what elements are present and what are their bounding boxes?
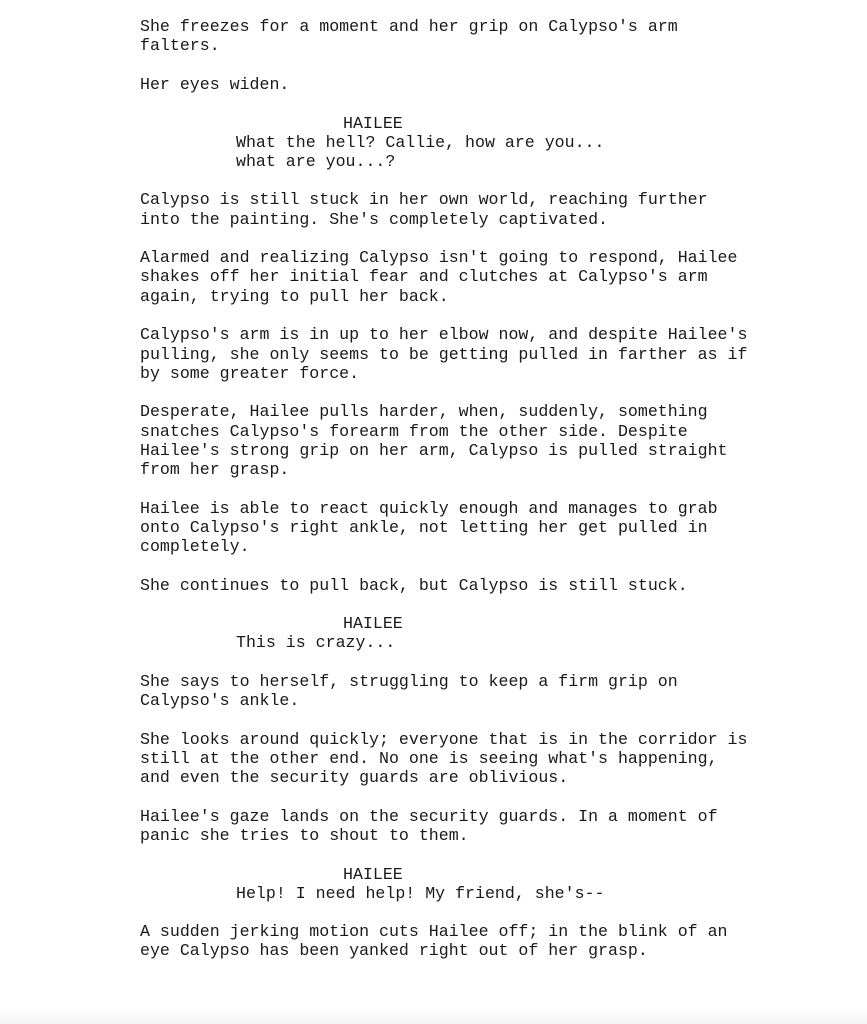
page-bottom-edge: [0, 1006, 867, 1024]
action-line: snatches Calypso's forearm from the other side. Despite: [140, 422, 688, 441]
action-line: completely.: [140, 537, 250, 556]
action-line: Calypso's ankle.: [140, 691, 300, 710]
action-line: Calypso is still stuck in her own world, reaching further: [140, 190, 708, 209]
action-line: Alarmed and realizing Calypso isn't going to respond, Hailee: [140, 248, 738, 267]
action-line: into the painting. She's completely captivated.: [140, 210, 609, 229]
action-line: Hailee is able to react quickly enough and manages to grab: [140, 499, 718, 518]
action-line: She looks around quickly; everyone that is in the corridor is: [140, 730, 748, 749]
dialogue-line: What the hell? Callie, how are you...: [236, 133, 605, 152]
action-line: She says to herself, struggling to keep a firm grip on: [140, 672, 678, 691]
action-line: by some greater force.: [140, 364, 360, 383]
action-line: still at the other end. No one is seeing what's happening,: [140, 749, 718, 768]
dialogue-line: This is crazy...: [236, 633, 396, 652]
action-line: A sudden jerking motion cuts Hailee off; in the blink of an: [140, 922, 728, 941]
dialogue-line: Help! I need help! My friend, she's--: [236, 884, 605, 903]
action-line: Calypso's arm is in up to her elbow now, and despite Hailee's: [140, 325, 748, 344]
action-line: Desperate, Hailee pulls harder, when, suddenly, something: [140, 402, 708, 421]
action-line: shakes off her initial fear and clutches at Calypso's arm: [140, 267, 708, 286]
action-line: Hailee's gaze lands on the security guards. In a moment of: [140, 807, 718, 826]
action-line: onto Calypso's right ankle, not letting her get pulled in: [140, 518, 708, 537]
action-line: panic she tries to shout to them.: [140, 826, 469, 845]
action-line: Her eyes widen.: [140, 75, 290, 94]
action-line: from her grasp.: [140, 460, 290, 479]
action-line: She freezes for a moment and her grip on Calypso's arm: [140, 17, 678, 36]
action-line: and even the security guards are oblivious.: [140, 768, 569, 787]
character-name: HAILEE: [343, 865, 403, 884]
action-line: eye Calypso has been yanked right out of her grasp.: [140, 941, 648, 960]
character-name: HAILEE: [343, 614, 403, 633]
character-name: HAILEE: [343, 114, 403, 133]
action-line: She continues to pull back, but Calypso is still stuck.: [140, 576, 688, 595]
action-line: falters.: [140, 36, 220, 55]
action-line: Hailee's strong grip on her arm, Calypso is pulled straight: [140, 441, 728, 460]
action-line: pulling, she only seems to be getting pulled in farther as if: [140, 345, 748, 364]
action-line: again, trying to pull her back.: [140, 287, 449, 306]
dialogue-line: what are you...?: [236, 152, 396, 171]
